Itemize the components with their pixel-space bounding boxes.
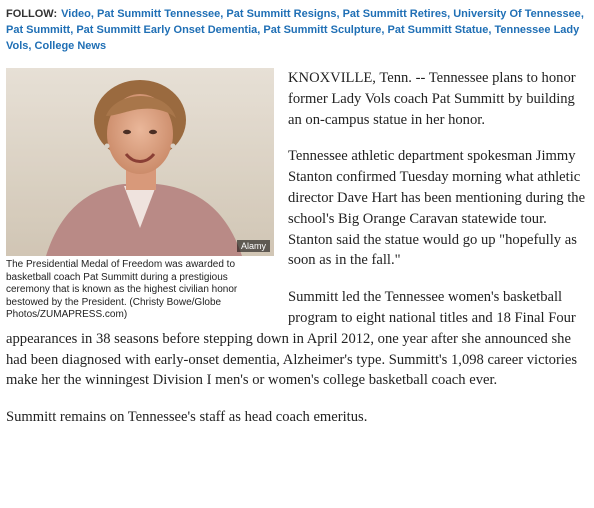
tag-link-university-of-tennessee[interactable]: University Of Tennessee <box>453 8 581 20</box>
photo-caption: The Presidential Medal of Freedom was awarded to basketball coach Pat Summitt during a prestigious ceremony that is known as the highest civilian honor bestowed by the President. (Christy Bowe/Globe Photos/ZUMAPRESS.com) <box>6 259 238 320</box>
follow-label: FOLLOW: <box>6 8 58 20</box>
article-paragraph-4: Summitt remains on Tennessee's staff as head coach emeritus. <box>6 409 368 426</box>
tag-link-video[interactable]: Video <box>61 8 91 20</box>
article-photo[interactable] <box>6 68 274 256</box>
tag-link-pat-summitt-resigns[interactable]: Pat Summitt Resigns <box>226 8 337 20</box>
tag-link-pat-summitt-retires[interactable]: Pat Summitt Retires <box>342 8 448 20</box>
tag-link-college-news[interactable]: College News <box>34 40 107 52</box>
portrait-illustration <box>6 68 274 256</box>
tag-link-pat-summitt-statue[interactable]: Pat Summitt Statue <box>387 24 489 36</box>
tag-link-pat-summitt[interactable]: Pat Summitt <box>6 24 71 36</box>
tag-link-early-onset-dementia[interactable]: Pat Summitt Early Onset Dementia <box>76 24 258 36</box>
tag-link-tennessee-lady-vols[interactable]: Tennessee Lady Vols <box>6 24 580 52</box>
photo-credit: Alamy <box>237 240 270 252</box>
article-paragraph-3: Summitt led the Tennessee women's basketball program to eight national titles and 18 Final Four appearances in 38 seasons before stepping down in April 2012, one year after she announced she had been diagnosed with early-onset dementia, Alzheimer's type. Summitt's 1,098 career victories make her the winningest Division I men's or women's college basketball coach ever. <box>6 289 578 389</box>
follow-tags: FOLLOW: Video, Pat Summitt Tennessee, Pat Summitt Resigns, Pat Summitt Retires, University Of Tennessee, Pat Summitt, Pat Summitt Early Onset Dementia, Pat Summitt Sculpture, Pat Summitt Statue, Tennessee Lady Vols, College News <box>6 8 584 52</box>
tag-link-pat-summitt-tennessee[interactable]: Pat Summitt Tennessee <box>97 8 221 20</box>
photo-box <box>6 68 274 322</box>
article-paragraph-2: Tennessee athletic department spokesman Jimmy Stanton confirmed Tuesday morning what athletic director Dave Hart has been mentioning during the school's Big Orange Caravan statewide tour. Stanton said the statue would go up "hopefully as soon as in the fall." <box>288 148 586 269</box>
tag-link-pat-summitt-sculpture[interactable]: Pat Summitt Sculpture <box>263 24 382 36</box>
article-paragraph-1: KNOXVILLE, Tenn. -- Tennessee plans to honor former Lady Vols coach Pat Summitt by building an on-campus statue in her honor. <box>288 70 576 128</box>
